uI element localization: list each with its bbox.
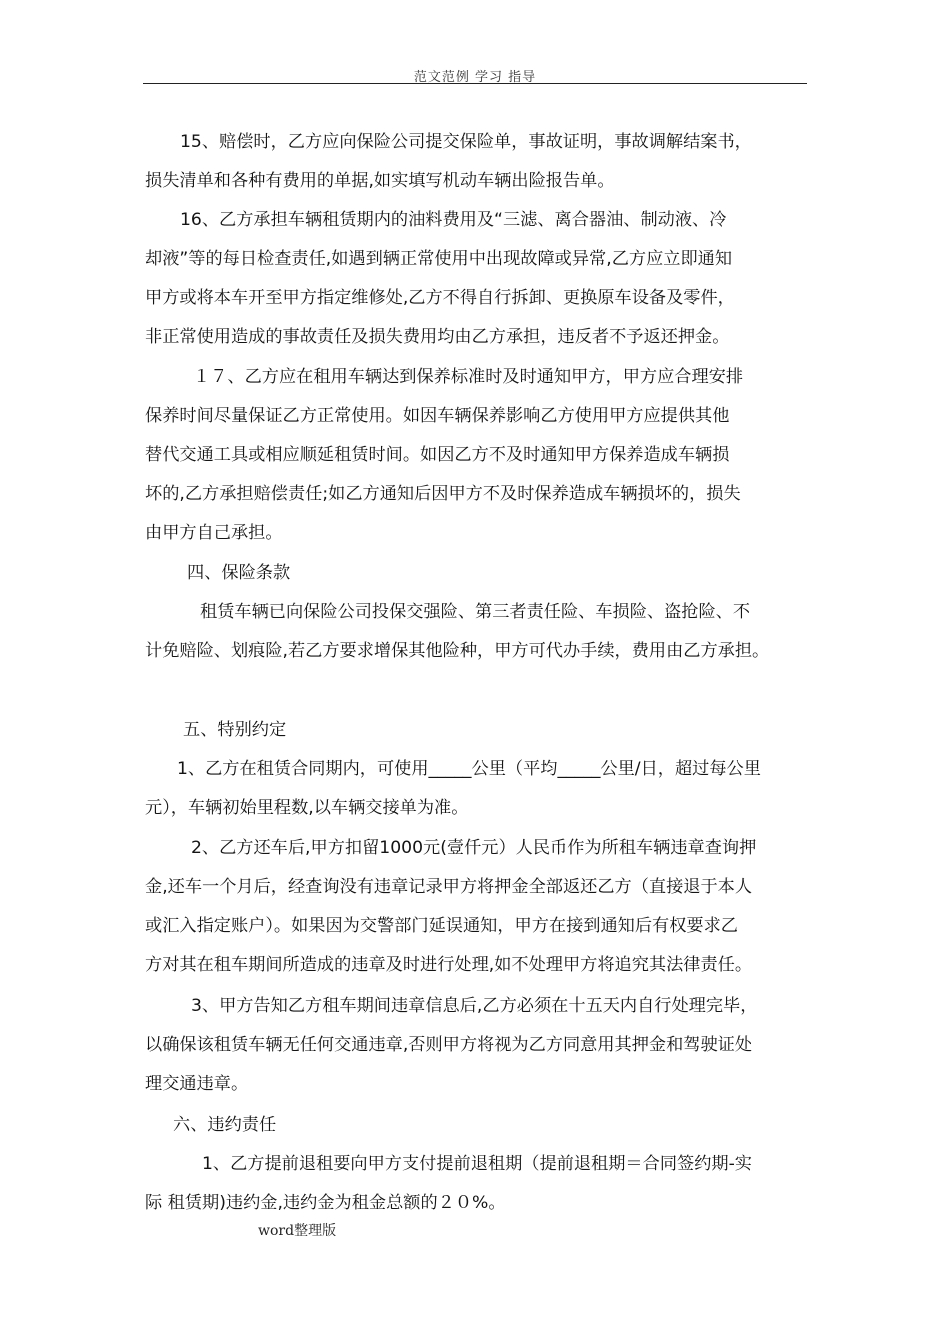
section-heading: 五、特别约定 (183, 720, 287, 740)
paragraph-line: 非正常使用造成的事故责任及损失费用均由乙方承担，违反者不予返还押金。 (145, 327, 730, 347)
paragraph-line: 保养时间尽量保证乙方正常使用。如因车辆保养影响乙方使用甲方应提供其他 (145, 406, 730, 426)
section-heading: 六、违约责任 (173, 1115, 277, 1135)
paragraph-line: 以确保该租赁车辆无任何交通违章,否则甲方将视为乙方同意用其押金和驾驶证处 (145, 1035, 753, 1055)
page-footer: word整理版 (258, 1223, 337, 1239)
paragraph-line: 际 租赁期)违约金,违约金为租金总额的２０%。 (145, 1193, 506, 1213)
paragraph-line: 16、乙方承担车辆租赁期内的油料费用及“三滤、离合器油、制动液、冷 (180, 210, 727, 230)
paragraph-line: 方对其在租车期间所造成的违章及时进行处理,如不处理甲方将追究其法律责任。 (145, 955, 753, 975)
paragraph-line: 金,还车一个月后，经查询没有违章记录甲方将押金全部返还乙方（直接退于本人 (145, 877, 753, 897)
paragraph-line: 甲方或将本车开至甲方指定维修处,乙方不得自行拆卸、更换原车设备及零件， (145, 288, 735, 308)
paragraph-line: 或汇入指定账户）。如果因为交警部门延误通知，甲方在接到通知后有权要求乙 (145, 916, 738, 936)
paragraph-line: 元），车辆初始里程数,以车辆交接单为准。 (145, 798, 469, 818)
page-header: 范文范例 学习 指导 (413, 70, 537, 85)
paragraph-line: 3、甲方告知乙方租车期间违章信息后,乙方必须在十五天内自行处理完毕， (191, 996, 758, 1016)
paragraph-line: 由甲方自己承担。 (145, 523, 283, 543)
section-heading: 四、保险条款 (187, 563, 291, 583)
paragraph-line: 坏的,乙方承担赔偿责任;如乙方通知后因甲方不及时保养造成车辆损坏的，损失 (145, 484, 741, 504)
paragraph-line: 1、乙方在租赁合同期内，可使用_____公里（平均_____公里/日，超过每公里 (177, 759, 761, 779)
paragraph-line: 替代交通工具或相应顺延租赁时间。如因乙方不及时通知甲方保养造成车辆损 (145, 445, 730, 465)
paragraph-line: 2、乙方还车后,甲方扣留1000元(壹仟元）人民币作为所租车辆违章查询押 (191, 838, 757, 858)
paragraph-line: 理交通违章。 (145, 1074, 249, 1094)
paragraph-line: 1、乙方提前退租要向甲方支付提前退租期（提前退租期＝合同签约期-实 (202, 1154, 752, 1174)
paragraph-line: 却液”等的每日检查责任,如遇到辆正常使用中出现故障或异常,乙方应立即通知 (145, 249, 733, 269)
paragraph-line: 租赁车辆已向保险公司投保交强险、第三者责任险、车损险、盗抢险、不 (200, 602, 751, 622)
paragraph-line: 损失清单和各种有费用的单据,如实填写机动车辆出险报告单。 (145, 171, 615, 191)
header-rule (143, 83, 807, 84)
paragraph-line: １７、乙方应在租用车辆达到保养标准时及时通知甲方，甲方应合理安排 (193, 367, 744, 387)
paragraph-line: 计免赔险、划痕险,若乙方要求增保其他险种，甲方可代办手续，费用由乙方承担。 (145, 641, 770, 661)
paragraph-line: 15、赔偿时，乙方应向保险公司提交保险单，事故证明，事故调解结案书， (180, 132, 752, 152)
